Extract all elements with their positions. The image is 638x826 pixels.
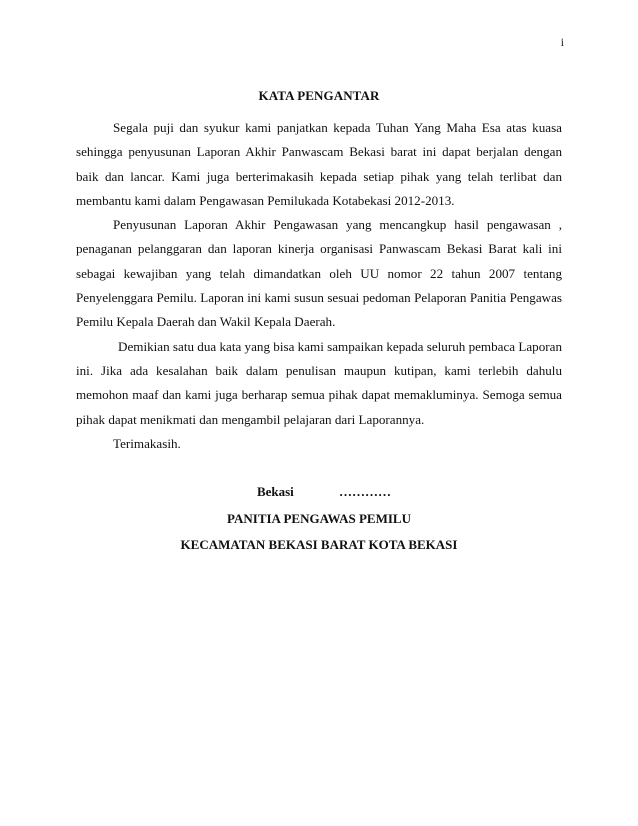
page-number: i: [560, 37, 564, 49]
signature-place-date: [0, 484, 638, 500]
signature-date: …………: [339, 484, 392, 499]
paragraph-3: Demikian satu dua kata yang bisa kami sampaikan kepada seluruh pembaca Laporan ini. Jika ada kesalahan baik dalam penulisan maupun kutipan, kami terlebih dahulu memohon maaf dan kami juga berharap semua pihak dapat memakluminya. Semoga semua pihak dapat menikmati dan mengambil pelajaran dari Laporannya.: [76, 338, 562, 427]
closing-text: Terimakasih.: [113, 435, 181, 451]
signature-organization: PANITIA PENGAWAS PEMILU: [227, 511, 411, 526]
paragraph-1: Segala puji dan syukur kami panjatkan kepada Tuhan Yang Maha Esa atas kuasa sehingga penyusunan Laporan Akhir Panwascam Bekasi barat ini dapat berjalan dengan baik dan lancar. Kami juga berterimakasih kepada setiap pihak yang telah terlibat dan membantu kami dalam Pengawasan Pemilukada Kotabekasi 2012-2013.: [76, 120, 562, 208]
signature-sub-organization: KECAMATAN BEKASI BARAT KOTA BEKASI: [180, 537, 458, 552]
page-title: KATA PENGANTAR: [258, 88, 380, 103]
body-text: [76, 116, 562, 456]
signature-place: Bekasi: [256, 484, 294, 499]
paragraph-2: Penyusunan Laporan Akhir Pengawasan yang mencangkup hasil pengawasan , penaganan pelanggaran dan laporan kinerja organisasi Panwascam Bekasi Barat kali ini sebagai kewajiban yang telah dimandatkan oleh UU nomor 22 tahun 2007 tentang Penyelenggara Pemilu. Laporan ini kami susun sesuai pedoman Pelaporan Panitia Pengawas Pemilu Kepala Daerah dan Wakil Kepala Daerah.: [76, 217, 562, 330]
